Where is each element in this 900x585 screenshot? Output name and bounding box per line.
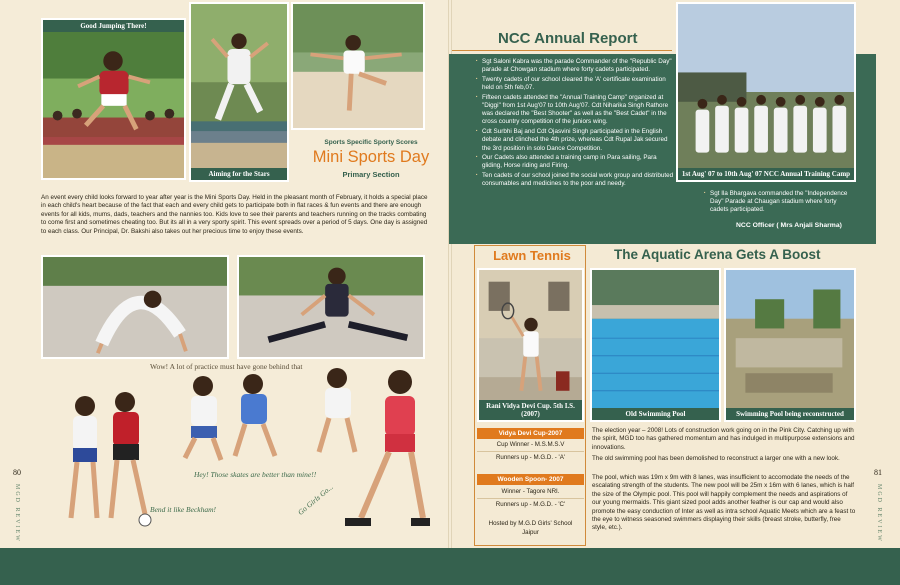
cup-runners-up: Runners up - M.G.D. - 'A': [495, 454, 566, 461]
spoon-winner: Winner - Tagore NRI.: [501, 488, 560, 495]
wooden-spoon-bar: Wooden Spoon- 2007: [477, 474, 584, 485]
caption-go-girls: Go Girls Go...: [296, 482, 335, 517]
ncc-independence-list: [702, 190, 852, 216]
lawn-tennis-title: Lawn Tennis: [493, 248, 571, 263]
photo-splits: [237, 255, 425, 359]
ncc-bullet: · Our Cadets also attended a training camp in Para sailing, Para gliding, Horse riding and Firing.: [474, 154, 674, 170]
mini-sports-day-title: Mini Sports Day: [312, 148, 430, 166]
spine-label-left: MGD REVIEW: [14, 484, 20, 543]
photo-tennis: [477, 268, 584, 422]
page-footer-band: [0, 548, 900, 585]
ncc-bullet-independence: · Sgt Ila Bhargava commanded the "Independence Day" Parade at Chaugan stadium where forty cadets participated.: [702, 190, 852, 215]
caption-skates: Hey! Those skates are better than mine!!: [194, 470, 317, 479]
photo-old-pool: [590, 268, 721, 422]
photo-new-pool: [724, 268, 856, 422]
ncc-bullet-list: [474, 58, 674, 190]
caption-good-jumping: Good Jumping There!: [43, 20, 184, 32]
host-line-1: Hosted by M.G.D Girls' School: [488, 520, 573, 527]
caption-beckham: Bend it like Beckham!: [150, 505, 217, 514]
photo-ncc-camp: [676, 2, 856, 182]
sports-kicker: Sports Specific Sporty Scores: [324, 139, 418, 146]
aquatic-para-1: The election year – 2008! Lots of construction work going on in the Pink City. Catching up with the spirit, MGD too has gathered momentum and has indulged in multipurpose extensions and innovations.: [592, 427, 855, 451]
cup-winner: Cup Winner - M.S.M.S.V: [496, 441, 565, 448]
photo-balance-pose: [291, 2, 425, 130]
primary-section-subtitle: Primary Section: [342, 170, 400, 179]
caption-new-pool: Swimming Pool being reconstructed: [726, 408, 854, 420]
ncc-officer: NCC Officer ( Mrs Anjali Sharma): [736, 222, 842, 229]
aquatic-para-2: The old swimming pool has been demolished to reconstruct a larger one with a new look.: [592, 455, 840, 462]
ncc-title-rule: [452, 50, 672, 51]
photo-good-jumping: [41, 18, 186, 180]
tennis-divider: [477, 498, 584, 499]
host-line-2: Jaipur: [522, 529, 539, 536]
ncc-report-title: NCC Annual Report: [498, 30, 638, 47]
page-number-left: 80: [13, 468, 21, 477]
spine-label-right: MGD REVIEW: [876, 484, 882, 543]
vidya-devi-cup-bar: Vidya Devi Cup-2007: [477, 428, 584, 439]
ncc-bullet: · Cdt Surbhi Baj and Cdt Ojasvini Singh participated in the English debate and clinched the 4th prize, whereas Cdt Rupal Jak secured the 3rd position in solo Dance Competition.: [474, 128, 674, 153]
caption-aiming-stars: Aiming for the Stars: [191, 168, 287, 180]
caption-ncc-camp: 1st Aug' 07 to 10th Aug' 07 NCC Annual Training Camp: [678, 168, 854, 180]
ncc-bullet: · Ten cadets of our school joined the social work group and distributed consumables and medicines to the poor and needy.: [474, 172, 674, 188]
cutout-children-skating: [45, 368, 430, 548]
photo-backbend: [41, 255, 229, 359]
page-number-right: 81: [874, 468, 882, 477]
ncc-bullet: · Sgt Saloni Kabra was the parade Commander of the "Republic Day" parade at Chowgan stadium where forty cadets participated.: [474, 58, 674, 74]
caption-old-pool: Old Swimming Pool: [592, 408, 719, 420]
caption-tennis: Rani Vidya Devi Cup. 5th I.S. (2007): [479, 400, 582, 420]
aquatic-arena-title: The Aquatic Arena Gets A Boost: [614, 247, 821, 262]
mini-sports-body: An event every child looks forward to year after year is the Mini Sports Day. Held in the pleasant month of February, it holds a special place in each child's heart because of the fact that each and every child gets to participate both in flat races & fun events and there are enough events for all kids, mums, dads, teachers and the nannies too. Kids love to see their parents and teachers running on the tracks combating to come first and sometimes cheating too. But its all in a very sporty spirit. This event spreads over a period of 5 days. One day is assigned to each class. Our Principal, Dr. Bakshi also takes out her precious time to enjoy these events.: [41, 194, 428, 235]
tennis-divider: [477, 451, 584, 452]
aquatic-para-3: The pool, which was 19m x 9m with 8 lanes, was insufficient to accomodate the needs of the escalating strength of the students. The new pool will be 25m x 16m with 6 lanes, which is half the size of the Olympic pool. This pool will happily complement the needs and aspirations of our young mermaids. This giant sized pool adds another feather is our cap and would also promote the easy conduction of Inter as well as intra school Aquatic Meets which are a feast to the eye to witness seasoned swimmers displaying their skills (breast stroke, butterfly, free style, etc.).: [592, 474, 856, 532]
spoon-runners-up: Runners up - M.G.D. - 'C': [495, 501, 566, 508]
caption-practice: Wow! A lot of practice must have gone behind that: [150, 362, 303, 371]
ncc-bullet: · Fifteen cadets attended the "Annual Training Camp" organized at "Diggi" from 1st Aug'07 to 10th Aug'07. Cdt Niharika Singh Rathore was declared the "Best Shooter" as well as the "Best Cadet" in the cross country competition of the juniors wing.: [474, 94, 674, 127]
ncc-bullet: · Twenty cadets of our school cleared the 'A' certificate examination held on 5th feb,07.: [474, 76, 674, 92]
photo-aiming-stars: [189, 2, 289, 182]
